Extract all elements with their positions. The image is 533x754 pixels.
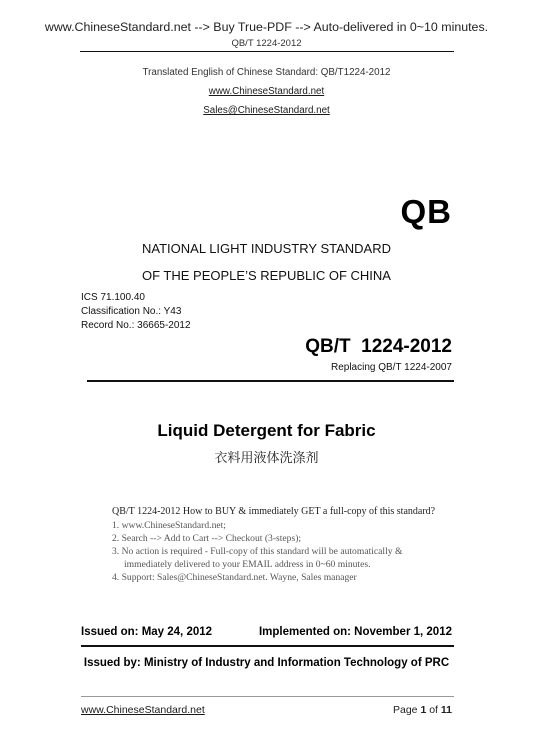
buy-step-4: 4. Support: Sales@ChineseStandard.net. Wayne, Sales manager — [112, 572, 357, 583]
buy-step-3-continued — [112, 558, 402, 571]
footer-website-text[interactable]: www.ChineseStandard.net — [81, 704, 205, 716]
header-banner: www.ChineseStandard.net --> Buy True-PDF --> Auto-delivered in 0~10 minutes. — [44, 20, 489, 34]
document-title-en: Liquid Detergent for Fabric — [157, 421, 376, 440]
standard-line-1: NATIONAL LIGHT INDUSTRY STANDARD — [142, 241, 391, 256]
buy-step-3: 3. No action is required - Full-copy of this standard will be automatically & — [112, 546, 403, 557]
replacing-note: Replacing QB/T 1224-2007 — [330, 362, 452, 373]
email-link[interactable] — [0, 105, 533, 116]
classification-number: Classification No.: Y43 — [81, 306, 182, 317]
ics-number: ICS 71.100.40 — [81, 292, 145, 303]
website-link[interactable] — [0, 86, 533, 97]
issued-date: Issued on: May 24, 2012 — [81, 626, 213, 638]
footer-website[interactable] — [81, 704, 205, 716]
buy-steps — [112, 519, 402, 584]
footer-rule — [81, 696, 454, 697]
buy-step-2: 2. Search --> Add to Cart --> Checkout (3-steps); — [112, 533, 302, 544]
standard-line-2: OF THE PEOPLE’S REPUBLIC OF CHINA — [142, 268, 391, 283]
page-number — [393, 704, 452, 716]
page-of: of — [426, 704, 441, 716]
buy-heading: QB/T 1224-2012 How to BUY & immediately GET a full-copy of this standard? — [112, 506, 436, 517]
page-current: 1 — [420, 704, 427, 716]
website-link-text[interactable]: www.ChineseStandard.net — [208, 86, 325, 97]
buy-step-3-cont-text: immediately delivered to your EMAIL address in 0~60 minutes. — [124, 559, 371, 570]
title-rule — [87, 380, 454, 382]
record-number: Record No.: 36665-2012 — [81, 320, 191, 331]
page-prefix: Page — [393, 704, 421, 716]
header-rule — [80, 51, 454, 52]
buy-step-1: 1. www.ChineseStandard.net; — [112, 520, 226, 531]
page-total: 11 — [440, 704, 452, 716]
document-title-cn: 衣料用液体洗涤剂 — [214, 450, 319, 465]
dates-rule — [81, 645, 454, 647]
implemented-date: Implemented on: November 1, 2012 — [258, 626, 452, 638]
qb-logo: QB — [400, 193, 452, 230]
header-code: QB/T 1224-2012 — [231, 38, 302, 49]
issuer: Issued by: Ministry of Industry and Information Technology of PRC — [83, 657, 450, 669]
standard-code-title: QB/T 1224-2012 — [305, 336, 452, 357]
email-link-text[interactable]: Sales@ChineseStandard.net — [203, 105, 330, 116]
translated-note: Translated English of Chinese Standard: QB/T1224-2012 — [142, 67, 391, 78]
